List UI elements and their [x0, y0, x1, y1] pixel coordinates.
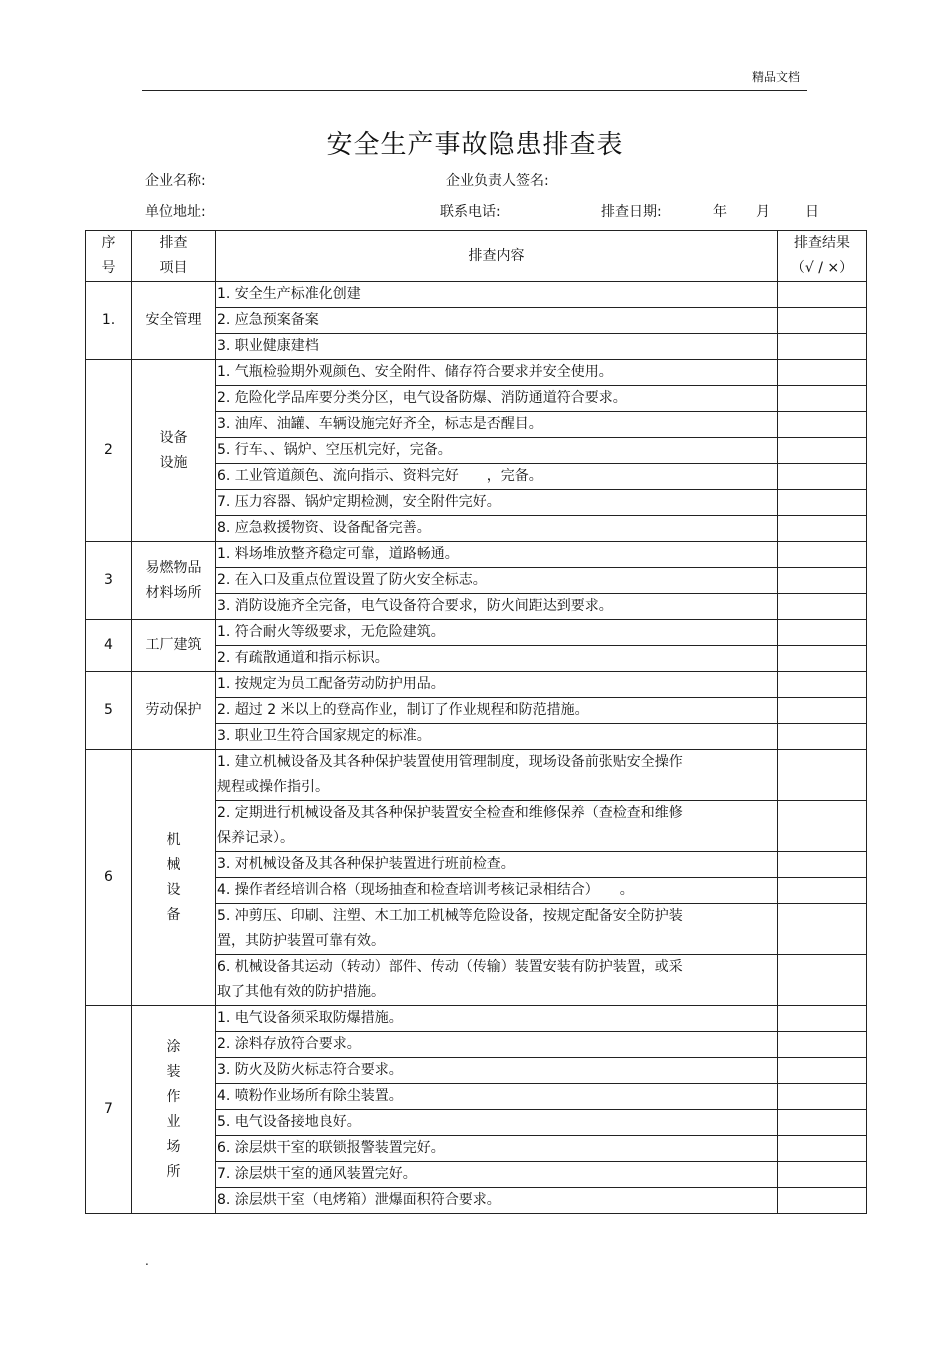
check-content: 1. 料场堆放整齐稳定可靠，道路畅通。: [216, 542, 778, 568]
check-content: 1. 安全生产标准化创建: [216, 282, 778, 308]
result-cell[interactable]: [778, 542, 867, 568]
group-item: 机 械 设 备: [132, 750, 216, 1006]
footer-dot: .: [145, 1254, 149, 1268]
table-row: [86, 620, 867, 646]
address-label: 单位地址:: [145, 204, 206, 220]
table-row: [86, 1006, 867, 1032]
check-content: 1. 气瓶检验期外观颜色、安全附件、储存符合要求并安全使用。: [216, 360, 778, 386]
date-day: 日: [805, 204, 819, 220]
check-content: 1. 符合耐火等级要求，无危险建筑。: [216, 620, 778, 646]
result-cell[interactable]: [778, 568, 867, 594]
inspection-table: [85, 230, 867, 1214]
group-no: 2: [86, 360, 132, 542]
result-cell[interactable]: [778, 308, 867, 334]
check-content: 6. 机械设备其运动（转动）部件、传动（传输）装置安装有防护装置，或采 取了其他有效的防护措施。: [216, 955, 778, 1006]
result-cell[interactable]: [778, 801, 867, 852]
page-title: 安全生产事故隐患排查表: [326, 130, 624, 160]
table-header-row: [86, 231, 867, 282]
result-cell[interactable]: [778, 594, 867, 620]
result-cell[interactable]: [778, 490, 867, 516]
check-content: 4. 操作者经培训合格（现场抽查和检查培训考核记录相结合） 。: [216, 878, 778, 904]
result-cell[interactable]: [778, 750, 867, 801]
result-cell[interactable]: [778, 1006, 867, 1032]
check-content: 5. 电气设备接地良好。: [216, 1110, 778, 1136]
result-cell[interactable]: [778, 438, 867, 464]
result-cell[interactable]: [778, 1058, 867, 1084]
result-cell[interactable]: [778, 282, 867, 308]
result-cell[interactable]: [778, 1032, 867, 1058]
check-content: 3. 油库、油罐、车辆设施完好齐全，标志是否醒目。: [216, 412, 778, 438]
check-content: 7. 涂层烘干室的通风装置完好。: [216, 1162, 778, 1188]
result-cell[interactable]: [778, 1084, 867, 1110]
result-cell[interactable]: [778, 904, 867, 955]
check-content: 3. 职业卫生符合国家规定的标准。: [216, 724, 778, 750]
result-cell[interactable]: [778, 672, 867, 698]
check-content: 2. 有疏散通道和指示标识。: [216, 646, 778, 672]
result-cell[interactable]: [778, 334, 867, 360]
check-content: 1. 按规定为员工配备劳动防护用品。: [216, 672, 778, 698]
group-item: 设备 设施: [132, 360, 216, 542]
result-cell[interactable]: [778, 698, 867, 724]
check-content: 3. 消防设施齐全完备，电气设备符合要求，防火间距达到要求。: [216, 594, 778, 620]
phone-label: 联系电话:: [440, 204, 501, 220]
check-content: 5. 行车、、锅炉、空压机完好，完备。: [216, 438, 778, 464]
result-cell[interactable]: [778, 1110, 867, 1136]
header-divider: [142, 90, 807, 91]
group-item: 工厂建筑: [132, 620, 216, 672]
check-content: 2. 应急预案备案: [216, 308, 778, 334]
result-cell[interactable]: [778, 1136, 867, 1162]
check-content: 4. 喷粉作业场所有除尘装置。: [216, 1084, 778, 1110]
group-item: 安全管理: [132, 282, 216, 360]
check-content: 3. 防火及防火标志符合要求。: [216, 1058, 778, 1084]
check-content: 2. 在入口及重点位置设置了防火安全标志。: [216, 568, 778, 594]
group-no: 5: [86, 672, 132, 750]
result-cell[interactable]: [778, 724, 867, 750]
check-content: 1. 电气设备须采取防爆措施。: [216, 1006, 778, 1032]
company-name-label: 企业名称:: [145, 173, 206, 189]
header-label: 精品文档: [752, 70, 801, 84]
table-row: [86, 672, 867, 698]
result-cell[interactable]: [778, 360, 867, 386]
group-item: 劳动保护: [132, 672, 216, 750]
table-row: [86, 360, 867, 386]
check-content: 8. 应急救援物资、设备配备完善。: [216, 516, 778, 542]
group-no: 7: [86, 1006, 132, 1214]
result-cell[interactable]: [778, 516, 867, 542]
group-no: 4: [86, 620, 132, 672]
result-cell[interactable]: [778, 852, 867, 878]
date-label: 排查日期:: [601, 204, 662, 220]
header-item: 排查 项目: [132, 231, 216, 282]
check-content: 8. 涂层烘干室（电烤箱）泄爆面积符合要求。: [216, 1188, 778, 1214]
result-cell[interactable]: [778, 1162, 867, 1188]
group-item: 涂 装 作 业 场 所: [132, 1006, 216, 1214]
group-no: 6: [86, 750, 132, 1006]
date-year: 年: [713, 204, 727, 220]
result-cell[interactable]: [778, 386, 867, 412]
group-no: 3: [86, 542, 132, 620]
check-content: 2. 定期进行机械设备及其各种保护装置安全检查和维修保养（查检查和维修 保养记录）。: [216, 801, 778, 852]
table-row: [86, 282, 867, 308]
group-item: 易燃物品 材料场所: [132, 542, 216, 620]
check-content: 2. 涂料存放符合要求。: [216, 1032, 778, 1058]
result-cell[interactable]: [778, 620, 867, 646]
check-content: 5. 冲剪压、印刷、注塑、木工加工机械等危险设备，按规定配备安全防护装 置，其防护装置可靠有效。: [216, 904, 778, 955]
check-content: 6. 涂层烘干室的联锁报警装置完好。: [216, 1136, 778, 1162]
check-content: 3. 对机械设备及其各种保护装置进行班前检查。: [216, 852, 778, 878]
group-no: 1.: [86, 282, 132, 360]
table-row: [86, 750, 867, 801]
result-cell[interactable]: [778, 464, 867, 490]
check-content: 6. 工业管道颜色、流向指示、资料完好 ，完备。: [216, 464, 778, 490]
header-no: 序 号: [86, 231, 132, 282]
check-content: 2. 超过 2 米以上的登高作业，制订了作业规程和防范措施。: [216, 698, 778, 724]
signature-label: 企业负责人签名:: [446, 173, 549, 189]
check-content: 1. 建立机械设备及其各种保护装置使用管理制度，现场设备前张贴安全操作 规程或操作指引。: [216, 750, 778, 801]
result-cell[interactable]: [778, 1188, 867, 1214]
result-cell[interactable]: [778, 646, 867, 672]
result-cell[interactable]: [778, 412, 867, 438]
header-result: 排查结果 （√ / ×）: [778, 231, 867, 282]
date-month: 月: [756, 204, 770, 220]
header-content: 排查内容: [216, 231, 778, 282]
check-content: 2. 危险化学品库要分类分区，电气设备防爆、消防通道符合要求。: [216, 386, 778, 412]
check-content: 7. 压力容器、锅炉定期检测，安全附件完好。: [216, 490, 778, 516]
result-cell[interactable]: [778, 878, 867, 904]
result-cell[interactable]: [778, 955, 867, 1006]
check-content: 3. 职业健康建档: [216, 334, 778, 360]
table-row: [86, 542, 867, 568]
